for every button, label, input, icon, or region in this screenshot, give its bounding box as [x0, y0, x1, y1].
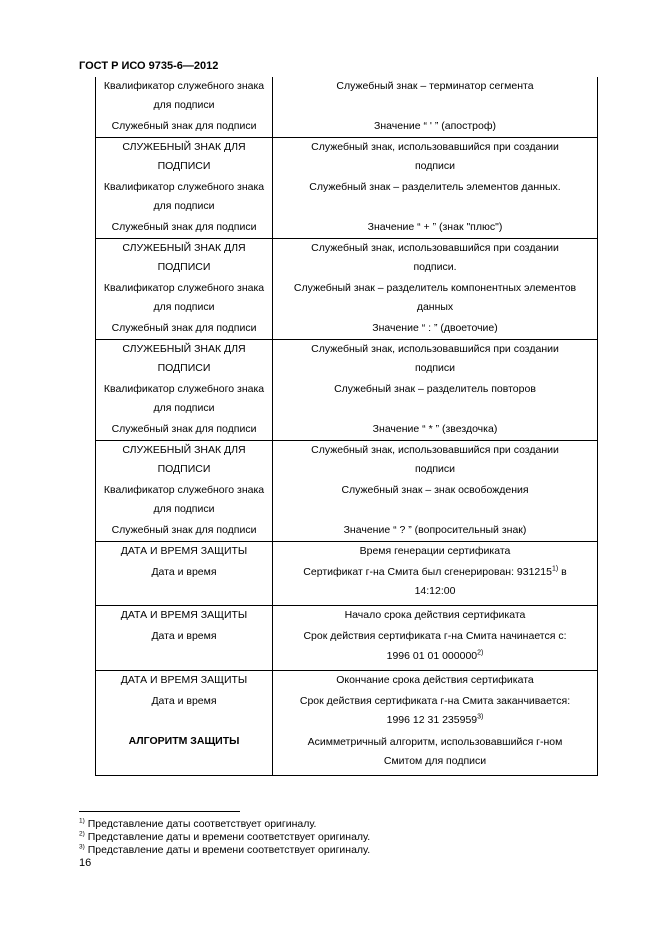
table-cell-right: Служебный знак, использовавшийся при создании подписи Служебный знак – разделитель повторов Значение “ * ” (звездочка) — [273, 339, 598, 440]
table-row — [96, 339, 598, 440]
footnote-ref-3: 3) — [477, 713, 484, 721]
page-number: 16 — [79, 857, 92, 869]
table-cell-right: Начало срока действия сертификата Срок действия сертификата г-на Смита начинается с: 1996 01 01 000000$^{2)}$ — [273, 606, 598, 671]
table-cell-left: ДАТА И ВРЕМЯ ЗАЩИТЫ Дата и время АЛГОРИТМ ЗАЩИТЫ — [96, 670, 273, 775]
table-row — [96, 238, 598, 339]
table-cell-left: ДАТА И ВРЕМЯ ЗАЩИТЫ Дата и время — [96, 541, 273, 606]
footnote-divider — [79, 811, 240, 812]
table-cell-right: Окончание срока действия сертификата Срок действия сертификата г-на Смита заканчивается: 1996 12 31 235959$^{3)}$ Асимметричный алгоритм, использовавшийся г-ном Смитом для подписи — [273, 670, 598, 775]
table-row — [96, 440, 598, 541]
table-row — [96, 541, 598, 606]
table-cell-left: ДАТА И ВРЕМЯ ЗАЩИТЫ Дата и время — [96, 606, 273, 671]
table-cell-left: СЛУЖЕБНЫЙ ЗНАК ДЛЯ ПОДПИСИ Квалификатор служебного знака для подписи Служебный знак для подписи — [96, 238, 273, 339]
document-header: ГОСТ Р ИСО 9735-6—2012 — [79, 60, 219, 72]
table-cell-left: СЛУЖЕБНЫЙ ЗНАК ДЛЯ ПОДПИСИ Квалификатор служебного знака для подписи Служебный знак для подписи — [96, 137, 273, 238]
table-cell-right: Служебный знак – терминатор сегмента Значение “ ' ” (апостроф) — [273, 77, 598, 137]
table-cell-right: Служебный знак, использовавшийся при создании подписи. Служебный знак – разделитель компонентных элементов данных Значение “ : ” (двоеточие) — [273, 238, 598, 339]
table-cell-left: Квалификатор служебного знака для подписи Служебный знак для подписи — [96, 77, 273, 137]
table-cell-left: СЛУЖЕБНЫЙ ЗНАК ДЛЯ ПОДПИСИ Квалификатор служебного знака для подписи Служебный знак для подписи — [96, 339, 273, 440]
footnote-ref-2: 2) — [477, 649, 484, 657]
footnote-1: $^{1)}$ Представление даты соответствует оригиналу. — [79, 817, 317, 830]
table-cell-right: Служебный знак, использовавшийся при создании подписи Служебный знак – знак освобождения Значение “ ? ” (вопросительный знак) — [273, 440, 598, 541]
table-cell-left: СЛУЖЕБНЫЙ ЗНАК ДЛЯ ПОДПИСИ Квалификатор служебного знака для подписи Служебный знак для подписи — [96, 440, 273, 541]
footnote-ref-1: 1) — [551, 565, 559, 573]
data-table — [95, 77, 598, 776]
table-cell-right: Время генерации сертификата Сертификат г-на Смита был сгенерирован: 931215$^{1)}$ в 14:12:00 — [273, 541, 598, 606]
footnote-3: $^{3)}$ Представление даты и времени соответствует оригиналу. — [79, 843, 371, 856]
table-row — [96, 606, 598, 671]
table-row — [96, 137, 598, 238]
table-cell-right: Служебный знак, использовавшийся при создании подписи Служебный знак – разделитель элементов данных. Значение “ + ” (знак "плюс") — [273, 137, 598, 238]
table-row — [96, 77, 598, 137]
table-row — [96, 670, 598, 775]
footnote-2: $^{2)}$ Представление даты и времени соответствует оригиналу. — [79, 830, 371, 843]
